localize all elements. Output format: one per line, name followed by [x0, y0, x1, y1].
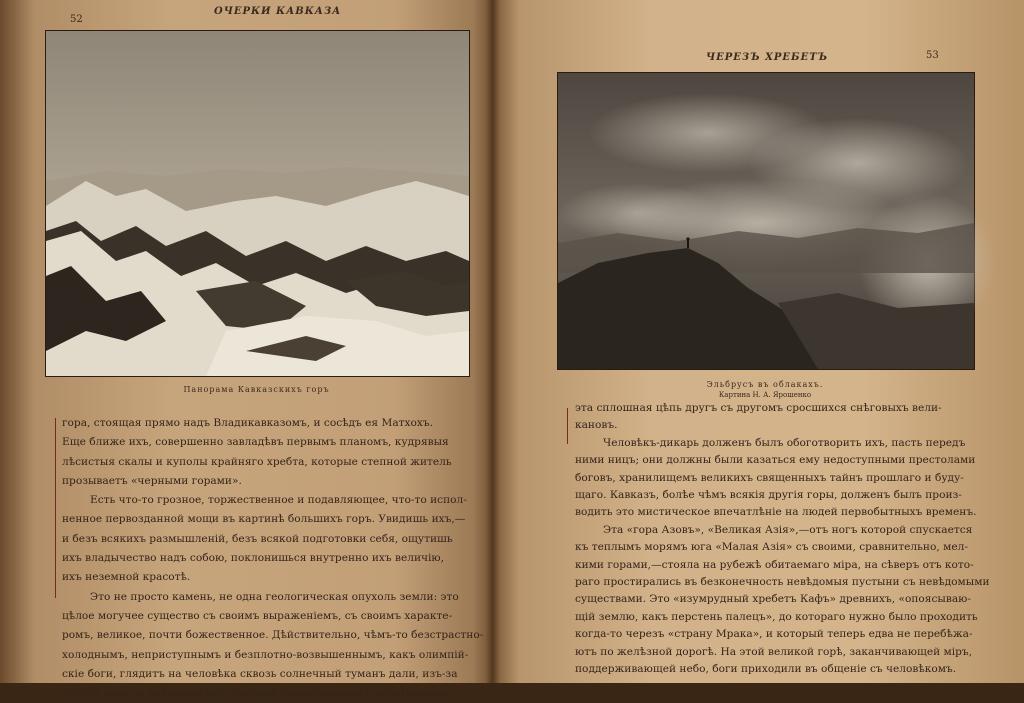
text-line: щаго. Кавказъ, болѣе чѣмъ всякія другія горы, долженъ былъ произ-	[575, 489, 962, 502]
text-line: прозываетъ «черными горами».	[62, 474, 242, 487]
right-plate-credit: Картина Н. А. Ярошенко	[718, 391, 812, 399]
text-line: кими горами,—стояла на рубежѣ обитаемаго міра, на сѣверъ отъ кото-	[575, 558, 974, 571]
text-line: сотенъ верстъ, разрушая всѣ обычныя представленія о разстояніяхъ,	[62, 687, 453, 700]
text-line: Человѣкъ-дикарь долженъ былъ обоготворить ихъ, пасть передъ	[603, 436, 966, 449]
text-line: ихъ владычество надъ собою, поклонишься внутренно ихъ величію,	[62, 552, 444, 565]
book-gutter	[486, 0, 500, 683]
text-line: эта сплошная цѣпь другъ съ другомъ сросшихся снѣговыхъ вели-	[575, 402, 942, 414]
margin-mark	[55, 418, 56, 598]
text-line: Эта «гора Азовъ», «Великая Азія»,—отъ ногъ которой спускается	[603, 523, 973, 536]
text-line: поддерживающей небо, боги приходили въ общеніе съ человѣкомъ.	[575, 663, 957, 676]
text-line: Это не просто камень, не одна геологическая опухоль земли: это	[90, 590, 459, 603]
text-line: щій землю, какъ перстень палецъ», до котораго нужно было проходить	[575, 610, 978, 623]
text-line: раго простирались въ безконечность невѣдомыя пустыни съ невѣдомыми	[575, 576, 990, 589]
left-plate-caption: Панорама Кавказскихъ горъ	[183, 385, 330, 394]
text-line: существами. Это «изумрудный хребетъ Кафъ» древнихъ, «опоясываю-	[575, 593, 971, 606]
left-page	[0, 0, 493, 700]
text-line: ними ницъ; они должны были казаться ему недоступными престолами	[575, 454, 976, 467]
text-line: холоднымъ, неприступнымъ и безплотно-возвышеннымъ, какъ олимпій-	[62, 648, 469, 661]
caucasus-panorama-plate	[45, 30, 470, 377]
right-running-head: ЧЕРЕЗЪ ХРЕБЕТЪ	[706, 52, 829, 63]
text-line: ненное первозданной мощи въ картинѣ большихъ горъ. Увидишь ихъ,—	[62, 513, 466, 526]
text-line: и безъ всякихъ размышленій, безъ всякой подготовки себя, ощутишь	[62, 532, 453, 545]
margin-mark	[567, 408, 568, 444]
text-line: ютъ по желѣзной дорогѣ. На этой великой горѣ, заканчивающей міръ,	[575, 645, 973, 658]
text-line: кановъ.	[575, 419, 618, 432]
text-line: Еще ближе ихъ, совершенно завладѣвъ первымъ планомъ, кудрявыя	[62, 436, 449, 449]
text-line: скіе боги, глядитъ на человѣка сквозь солнечный туманъ дали, изъ-за	[62, 667, 458, 680]
text-line: Есть что-то грозное, торжественное и подавляющее, что-то испол-	[90, 494, 467, 507]
left-body-text	[62, 414, 484, 703]
text-line: водить это мистическое впечатлѣніе на людей первобытныхъ временъ.	[575, 506, 977, 519]
text-line: цѣлое могучее существо съ своимъ выраженіемъ, съ своимъ характе-	[62, 609, 453, 622]
text-line: гора, стоящая прямо надъ Владикавказомъ, и сосѣдъ ея Матхохъ.	[62, 417, 433, 429]
left-running-head: ОЧЕРКИ КАВКАЗА	[214, 6, 342, 17]
text-line: когда-то черезъ «страну Мрака», и который теперь едва не перебѣжа-	[575, 628, 973, 641]
text-line: боговъ, хранилищемъ великихъ священныхъ тайнъ прошлаго и буду-	[575, 471, 964, 484]
right-plate-caption: Эльбрусъ въ облакахъ.	[706, 380, 824, 389]
right-page	[493, 0, 1024, 683]
elbrus-in-clouds-plate	[557, 72, 975, 370]
text-line: лѣсистыя скалы и куполы крайняго хребта, которые степной житель	[62, 455, 452, 468]
text-line: ихъ неземной красотѣ.	[62, 571, 191, 584]
left-page-number: 52	[70, 14, 83, 25]
text-line: ромъ, великое, почти божественное. Дѣйствительно, чѣмъ-то безстрастно-	[62, 629, 484, 642]
text-line: къ теплымъ морямъ юга «Малая Азія» съ своими, сравнительно, мел-	[575, 541, 968, 554]
right-body-text	[575, 400, 990, 679]
right-page-number: 53	[926, 50, 939, 61]
